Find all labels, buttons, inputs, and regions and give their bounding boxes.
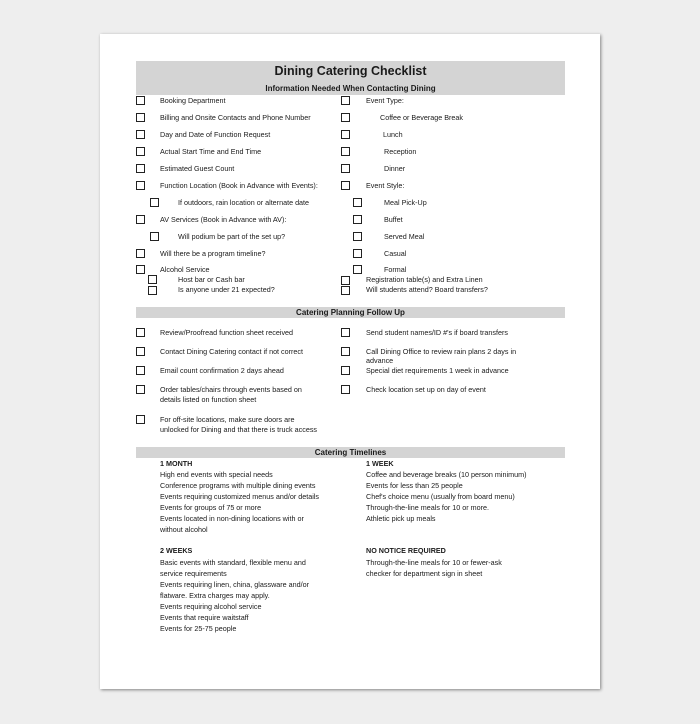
item-label: Alcohol Service — [160, 265, 210, 274]
checkbox-event-type[interactable] — [341, 96, 350, 105]
timeline-item: Events located in non-dining locations with or — [160, 514, 304, 523]
checkbox-buffet[interactable] — [353, 215, 362, 224]
checkbox-alcohol-service[interactable] — [136, 265, 145, 274]
checkbox-send-student-names[interactable] — [341, 328, 350, 337]
section-heading-contacting: Information Needed When Contacting Dining — [265, 84, 436, 93]
item-label: Booking Department — [160, 96, 226, 105]
title-band — [136, 61, 565, 95]
timeline-item: Conference programs with multiple dining events — [160, 481, 316, 490]
item-label: Special diet requirements 1 week in advance — [366, 366, 509, 375]
checkbox-function-location[interactable] — [136, 181, 145, 190]
item-label: advance — [366, 356, 394, 365]
timeline-item: Coffee and beverage breaks (10 person minimum) — [366, 470, 527, 479]
item-label: Casual — [384, 249, 407, 258]
checkbox-event-style[interactable] — [341, 181, 350, 190]
timeline-item: Events requiring customized menus and/or details — [160, 492, 320, 501]
item-label: Function Location (Book in Advance with Events): — [160, 181, 318, 190]
timeline-title-no-notice: NO NOTICE REQUIRED — [366, 546, 446, 555]
item-label: Buffet — [384, 215, 403, 224]
section-heading-timelines: Catering Timelines — [136, 447, 565, 458]
item-label: Order tables/chairs through events based on — [160, 385, 302, 394]
checkbox-registration-table[interactable] — [341, 276, 350, 285]
checkbox-start-end-time[interactable] — [136, 147, 145, 156]
checkbox-formal[interactable] — [353, 265, 362, 274]
item-label: Formal — [384, 265, 407, 274]
checkbox-program-timeline[interactable] — [136, 249, 145, 258]
checkbox-coffee-break[interactable] — [341, 113, 350, 122]
item-label: Will students attend? Board transfers? — [366, 285, 488, 294]
timeline-item: flatware. Extra charges may apply. — [160, 591, 270, 600]
item-label: Host bar or Cash bar — [178, 275, 245, 284]
timeline-item: Events for groups of 75 or more — [160, 503, 262, 512]
item-label: Reception — [384, 147, 417, 156]
checkbox-meal-pickup[interactable] — [353, 198, 362, 207]
checkbox-under-21[interactable] — [148, 286, 157, 295]
item-label: Will podium be part of the set up? — [178, 232, 286, 241]
timeline-item: Events requiring linen, china, glassware and/or — [160, 580, 310, 589]
item-label: Dinner — [384, 164, 406, 173]
item-label: Coffee or Beverage Break — [380, 113, 463, 122]
item-label: Call Dining Office to review rain plans 2 days in — [366, 347, 517, 356]
item-label: Will there be a program timeline? — [160, 249, 266, 258]
item-label: Meal Pick-Up — [384, 198, 427, 207]
timeline-item: without alcohol — [160, 525, 208, 534]
checkbox-rain-location[interactable] — [150, 198, 159, 207]
timeline-item: service requirements — [160, 569, 227, 578]
checkbox-lunch[interactable] — [341, 130, 350, 139]
item-label: Served Meal — [384, 232, 425, 241]
checkbox-booking-department[interactable] — [136, 96, 145, 105]
timeline-item: High end events with special needs — [160, 470, 273, 479]
item-label: If outdoors, rain location or alternate date — [178, 198, 310, 207]
item-label: Estimated Guest Count — [160, 164, 235, 173]
checkbox-casual[interactable] — [353, 249, 362, 258]
checkbox-day-date[interactable] — [136, 130, 145, 139]
checkbox-podium[interactable] — [150, 232, 159, 241]
checkbox-special-diet[interactable] — [341, 366, 350, 375]
timeline-item: Basic events with standard, flexible menu and — [160, 558, 306, 567]
timeline-item: Athletic pick up meals — [366, 514, 436, 523]
timeline-title-1-month: 1 MONTH — [160, 459, 193, 468]
item-label: Email count confirmation 2 days ahead — [160, 366, 284, 375]
timeline-item: checker for department sign in sheet — [366, 569, 483, 578]
item-label: Event Style: — [366, 181, 405, 190]
checkbox-email-confirmation[interactable] — [136, 366, 145, 375]
checkbox-host-bar[interactable] — [148, 275, 157, 284]
item-label: details listed on function sheet — [160, 395, 257, 404]
checkbox-check-location[interactable] — [341, 385, 350, 394]
item-label: Review/Proofread function sheet received — [160, 328, 294, 337]
checkbox-reception[interactable] — [341, 147, 350, 156]
item-label: For off-site locations, make sure doors are — [160, 415, 295, 424]
checkbox-students-attend[interactable] — [341, 286, 350, 295]
item-label: Lunch — [383, 130, 403, 139]
item-label: AV Services (Book in Advance with AV): — [160, 215, 287, 224]
item-label: Day and Date of Function Request — [160, 130, 271, 139]
item-label: Event Type: — [366, 96, 404, 105]
checkbox-contact-dining[interactable] — [136, 347, 145, 356]
checkbox-billing-contacts[interactable] — [136, 113, 145, 122]
item-label: Contact Dining Catering contact if not correct — [160, 347, 304, 356]
item-label: Is anyone under 21 expected? — [178, 285, 275, 294]
item-label: Send student names/ID #'s if board transfers — [366, 328, 509, 337]
item-label: Billing and Onsite Contacts and Phone Number — [160, 113, 311, 122]
timeline-item: Chef's choice menu (usually from board menu) — [366, 492, 515, 501]
checkbox-call-dining-office[interactable] — [341, 347, 350, 356]
timeline-item: Events for 25-75 people — [160, 624, 237, 633]
timeline-item: Events that require waitstaff — [160, 613, 249, 622]
timeline-item: Through-the-line meals for 10 or fewer-ask — [366, 558, 502, 567]
checkbox-av-services[interactable] — [136, 215, 145, 224]
item-label: Actual Start Time and End Time — [160, 147, 262, 156]
checkbox-order-tables[interactable] — [136, 385, 145, 394]
item-label: Registration table(s) and Extra Linen — [366, 275, 483, 284]
checkbox-offsite-locations[interactable] — [136, 415, 145, 424]
timeline-title-2-weeks: 2 WEEKS — [160, 546, 193, 555]
item-label: unlocked for Dining and that there is truck access — [160, 425, 318, 434]
checkbox-guest-count[interactable] — [136, 164, 145, 173]
item-label: Check location set up on day of event — [366, 385, 486, 394]
checkbox-served-meal[interactable] — [353, 232, 362, 241]
timeline-item: Events for less than 25 people — [366, 481, 463, 490]
timeline-title-1-week: 1 WEEK — [366, 459, 394, 468]
section-heading-followup: Catering Planning Follow Up — [136, 307, 565, 318]
document-title: Dining Catering Checklist — [274, 64, 427, 78]
checkbox-review-proofread[interactable] — [136, 328, 145, 337]
timeline-item: Events requiring alcohol service — [160, 602, 262, 611]
checkbox-dinner[interactable] — [341, 164, 350, 173]
timeline-item: Through-the-line meals for 10 or more. — [366, 503, 490, 512]
